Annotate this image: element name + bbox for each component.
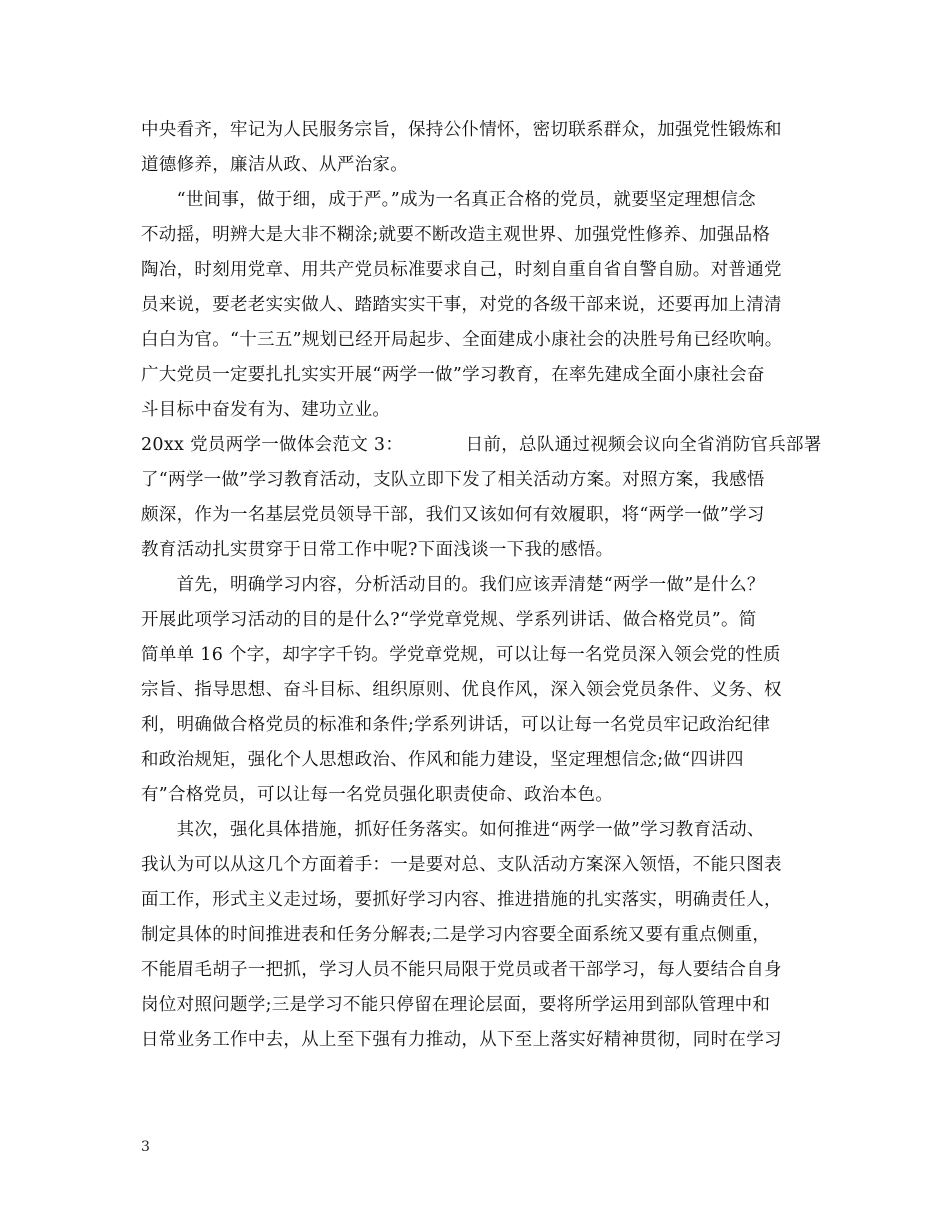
text-line: 制定具体的时间推进表和任务分解表;二是学习内容要全面系统又要有重点侧重， xyxy=(141,925,771,945)
page-number: 3 xyxy=(141,1139,150,1155)
text-line: 教育活动扎实贯穿于日常工作中呢?下面浅谈一下我的感悟。 xyxy=(141,540,614,560)
text-line: 颇深，作为一名基层党员领导干部，我们又该如何有效履职，将“两学一做”学习 xyxy=(141,505,765,525)
text-line: 中央看齐，牢记为人民服务宗旨，保持公仆情怀，密切联系群众，加强党性锻炼和 xyxy=(141,120,782,140)
text-line: 了“两学一做”学习教育活动，支队立即下发了相关活动方案。对照方案，我感悟 xyxy=(141,470,765,490)
text-line: 道德修养，廉洁从政、从严治家。 xyxy=(141,155,408,175)
text-line: 宗旨、指导思想、奋斗目标、组织原则、优良作风，深入领会党员条件、义务、权 xyxy=(141,680,782,700)
text-line: 我认为可以从这几个方面着手：一是要对总、支队活动方案深入领悟，不能只图表 xyxy=(141,855,782,875)
text-line: “世间事，做于细，成于严。”成为一名真正合格的党员，就要坚定理想信念 xyxy=(141,190,756,210)
text-line: 首先，明确学习内容，分析活动目的。我们应该弄清楚“两学一做”是什么？ xyxy=(141,575,765,595)
text-line: 不动摇，明辨大是大非不糊涂;就要不断改造主观世界、加强党性修养、加强品格 xyxy=(141,225,771,245)
text-line: 开展此项学习活动的目的是什么?“学党章党规、学系列讲话、做合格党员”。简 xyxy=(141,610,757,630)
text-line: 岗位对照问题学;三是学习不能只停留在理论层面，要将所学运用到部队管理中和 xyxy=(141,995,771,1015)
text-line: 其次，强化具体措施，抓好任务落实。如何推进“两学一做”学习教育活动、 xyxy=(141,820,765,840)
text-line: 广大党员一定要扎扎实实开展“两学一做”学习教育，在率先建成全面小康社会奋 xyxy=(141,365,765,385)
text-line: 员来说，要老老实实做人、踏踏实实干事，对党的各级干部来说，还要再加上清清 xyxy=(141,295,782,315)
text-line: 简单单 16 个字，却字字千钧。学党章党规，可以让每一名党员深入领会党的性质 xyxy=(141,645,781,665)
text-line: 面工作，形式主义走过场，要抓好学习内容、推进措施的扎实落实，明确责任人， xyxy=(141,890,782,910)
text-line: 有”合格党员，可以让每一名党员强化职责使命、政治本色。 xyxy=(141,785,614,805)
section-heading-line: 20xx 党员两学一做体会范文 3： 日前，总队通过视频会议向全省消防官兵部署 xyxy=(141,435,822,455)
text-line: 陶冶，时刻用党章、用共产党员标准要求自己，时刻自重自省自警自励。对普通党 xyxy=(141,260,782,280)
text-line: 利，明确做合格党员的标准和条件;学系列讲话，可以让每一名党员牢记政治纪律 xyxy=(141,715,771,735)
text-line: 日常业务工作中去，从上至下强有力推动，从下至上落实好精神贯彻，同时在学习 xyxy=(141,1030,782,1050)
text-line: 白白为官。“十三五”规划已经开局起步、全面建成小康社会的决胜号角已经吹响。 xyxy=(141,330,783,350)
text-line: 和政治规矩，强化个人思想政治、作风和能力建设，坚定理想信念;做“四讲四 xyxy=(141,750,744,770)
text-line: 斗目标中奋发有为、建功立业。 xyxy=(141,400,391,420)
text-line: 不能眉毛胡子一把抓，学习人员不能只局限于党员或者干部学习，每人要结合自身 xyxy=(141,960,782,980)
